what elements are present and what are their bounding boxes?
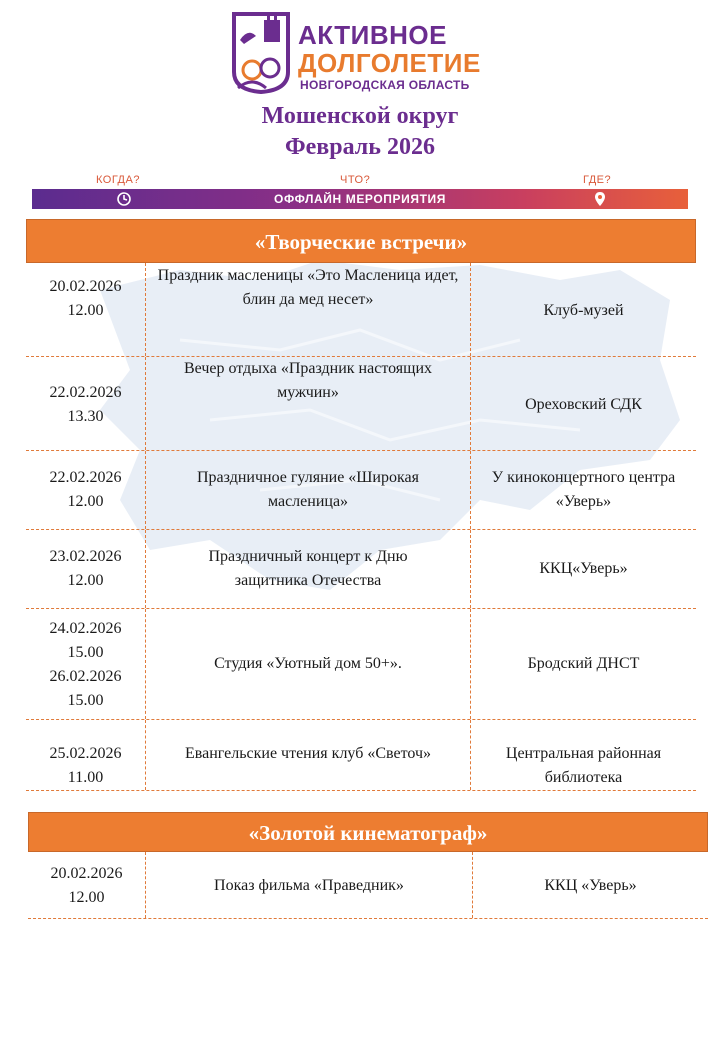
place-cell — [471, 720, 696, 790]
event-date: 20.02.2026 — [49, 278, 122, 295]
event-cell — [146, 720, 471, 790]
event-time: 13.30 — [67, 408, 104, 425]
event-name: Праздник масленицы «Это Масленица идет, блин да мед несет» — [157, 267, 459, 308]
logo-line-1: АКТИВНОЕ — [298, 20, 447, 50]
date-cell — [26, 263, 146, 356]
place-cell — [471, 357, 696, 450]
event-date: 22.02.2026 — [49, 384, 122, 401]
month-title: Февраль 2026 — [285, 134, 435, 160]
place-cell — [473, 852, 708, 918]
event-place: Ореховский СДК — [525, 396, 642, 413]
event-place: ККЦ «Уверь» — [544, 877, 637, 894]
event-name: Праздничное гуляние «Широкая масленица» — [197, 469, 419, 510]
date-cell — [28, 852, 146, 918]
event-time: 12.00 — [67, 572, 104, 589]
event-date: 24.02.2026 — [49, 620, 122, 637]
date-cell — [26, 720, 146, 790]
when-label: КОГДА? — [96, 174, 140, 186]
event-place: Центральная районная библиотека — [505, 745, 662, 786]
what-label: ЧТО? — [340, 174, 371, 186]
event-date-2: 26.02.2026 — [49, 668, 122, 685]
date-cell — [26, 609, 146, 719]
event-cell — [146, 263, 471, 356]
table-row — [26, 263, 696, 357]
event-cell — [146, 357, 471, 450]
logo-line-2: ДОЛГОЛЕТИЕ — [298, 48, 481, 78]
event-time: 15.00 — [67, 644, 104, 661]
event-date: 23.02.2026 — [49, 548, 122, 565]
event-date: 25.02.2026 — [49, 745, 122, 762]
event-name: Евангельские чтения клуб «Светоч» — [184, 745, 431, 762]
section-creative-meetings — [26, 219, 696, 791]
event-date: 22.02.2026 — [49, 469, 122, 486]
event-time: 12.00 — [67, 493, 104, 510]
event-time: 11.00 — [67, 769, 104, 786]
logo-line-3: НОВГОРОДСКАЯ ОБЛАСТЬ — [300, 78, 470, 92]
event-cell — [146, 530, 471, 608]
section-title: «Творческие встречи» — [26, 219, 696, 263]
table-row — [26, 530, 696, 609]
event-name: Вечер отдыха «Праздник настоящих мужчин» — [183, 360, 433, 401]
section-title: «Золотой кинематограф» — [28, 812, 708, 852]
table-row — [26, 720, 696, 791]
event-cell — [146, 852, 473, 918]
event-place: Бродский ДНСТ — [527, 655, 640, 672]
event-time: 12.00 — [68, 889, 105, 906]
location-pin-icon — [592, 191, 608, 207]
offline-events-band — [32, 189, 688, 209]
district-title: Мошенской округ — [261, 103, 459, 129]
event-date: 20.02.2026 — [50, 865, 123, 882]
table-row — [28, 852, 708, 919]
place-cell — [471, 451, 696, 529]
event-place: ККЦ«Уверь» — [539, 560, 628, 577]
event-time-2: 15.00 — [67, 692, 104, 709]
table-row — [26, 357, 696, 451]
table-row — [26, 609, 696, 720]
event-place: Клуб-музей — [543, 302, 624, 319]
place-cell — [471, 530, 696, 608]
event-name: Студия «Уютный дом 50+». — [214, 655, 402, 672]
place-cell — [471, 609, 696, 719]
band-labels — [0, 174, 720, 188]
event-cell — [146, 451, 471, 529]
date-cell — [26, 451, 146, 529]
date-cell — [26, 357, 146, 450]
place-cell — [471, 263, 696, 356]
logo — [230, 10, 500, 96]
event-cell — [146, 609, 471, 719]
section-golden-cinema — [28, 812, 708, 919]
logo-emblem-icon — [230, 10, 292, 94]
event-name: Праздничный концерт к Дню защитника Отечества — [208, 548, 408, 589]
event-time: 12.00 — [67, 302, 104, 319]
table-row — [26, 451, 696, 530]
date-cell — [26, 530, 146, 608]
where-label: ГДЕ? — [583, 174, 612, 186]
event-place: У киноконцертного центра «Уверь» — [491, 469, 676, 510]
event-name: Показ фильма «Праведник» — [214, 877, 404, 894]
band-title: ОФФЛАЙН МЕРОПРИЯТИЯ — [274, 192, 446, 206]
